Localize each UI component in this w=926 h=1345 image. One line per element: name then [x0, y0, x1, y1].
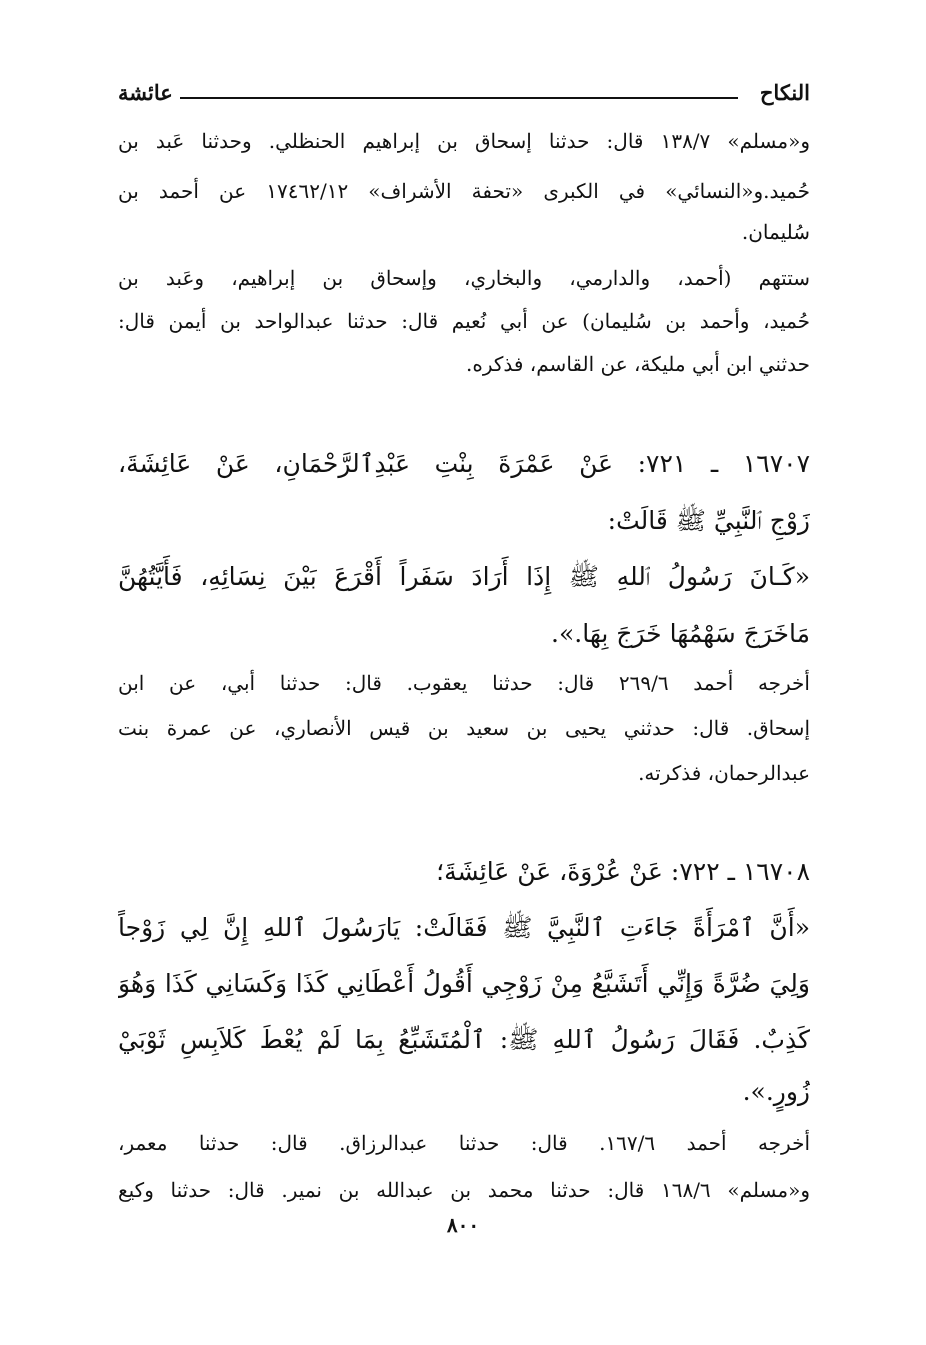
hadith-heading: ١٦٧٠٨ ـ ٧٢٢: عَنْ عُرْوَةَ، عَنْ عَائِشَةَ؛ — [436, 857, 810, 886]
note-line: حُميد.و«النسائي» في الكبرى «تحفة الأشراف» ١٧٤٦٢/١٢ عن أحمد بن — [118, 179, 810, 203]
hadith-line: زُورٍ.». — [742, 1077, 810, 1106]
hadith-line: زَوْجِ ٱلنَّبِيِّ ﷺ قَالَتْ: — [607, 506, 810, 535]
hadith-heading: ١٦٧٠٧ ـ ٧٢١: عَنْ عَمْرَةَ بِنْتِ عَبْدِٱلرَّحْمَانِ، عَنْ عَائِشَةَ، — [118, 449, 810, 478]
chapter-title: النكاح — [759, 80, 810, 105]
note-line: ستتهم (أحمد، والدارمي، والبخاري، وإسحاق بن إبراهيم، وعَبد بن — [118, 266, 810, 290]
note-line: أخرجه أحمد ١٦٧/٦. قال: حدثنا عبدالرزاق. قال: حدثنا معمر، — [118, 1131, 810, 1155]
note-line: أخرجه أحمد ٢٦٩/٦ قال: حدثنا يعقوب. قال: حدثنا أبي، عن ابن — [118, 671, 810, 695]
header-rule — [180, 97, 738, 99]
note-line: حُميد، وأحمد بن سُليمان) عن أبي نُعيم قال: حدثنا عبدالواحد بن أيمن قال: — [118, 309, 810, 333]
hadith-line: وَلِيَ ضُرَّةً وَإِنِّي أَتَشَبَّعُ مِنْ زَوْجِي أَقُولُ أَعْطَانِي كَذَا وَكَسَانِي كَذَا وَهُوَ — [118, 969, 810, 998]
note-line: و«مسلم» ١٣٨/٧ قال: حدثنا إسحاق بن إبراهيم الحنظلي. وحدثنا عَبد بن — [118, 129, 810, 153]
narrator-title: عائشة — [118, 80, 173, 105]
page-number: ٨٠٠ — [446, 1213, 480, 1237]
note-line: عبدالرحمان، فذكرته. — [638, 761, 810, 785]
running-header — [118, 80, 810, 110]
hadith-line: كَذِبٌ. فَقَالَ رَسُولُ ٱللهِ ﷺ: ٱلْمُتَشَبِّعُ بِمَا لَمْ يُعْطَ كَلاَبِسِ ثَوْبَيْ — [118, 1025, 810, 1054]
hadith-line: «كَـانَ رَسُولُ ٱللهِ ﷺ إِذَا أَرَادَ سَفَراً أَقْرَعَ بَيْنَ نِسَائِهِ، فَأَيَّتُهُنَّ — [118, 562, 810, 591]
note-line: إسحاق. قال: حدثني يحيى بن سعيد بن قيس الأنصاري، عن عمرة بنت — [118, 716, 810, 740]
hadith-line: «أَنَّ ٱمْرَأَةً جَاءَتِ ٱلنَّبِيَّ ﷺ فَقَالَتْ: يَارَسُولَ ٱللهِ إِنَّ لِي زَوْجاً — [118, 913, 810, 942]
note-line: و«مسلم» ١٦٨/٦ قال: حدثنا محمد بن عبدالله بن نمير. قال: حدثنا وكيع — [118, 1178, 810, 1202]
hadith-line: مَاخَرَجَ سَهْمُهَا خَرَجَ بِهَا.». — [551, 619, 810, 648]
note-line: حدثني ابن أبي مليكة، عن القاسم، فذكره. — [465, 352, 810, 376]
note-line: سُليمان. — [741, 220, 810, 244]
